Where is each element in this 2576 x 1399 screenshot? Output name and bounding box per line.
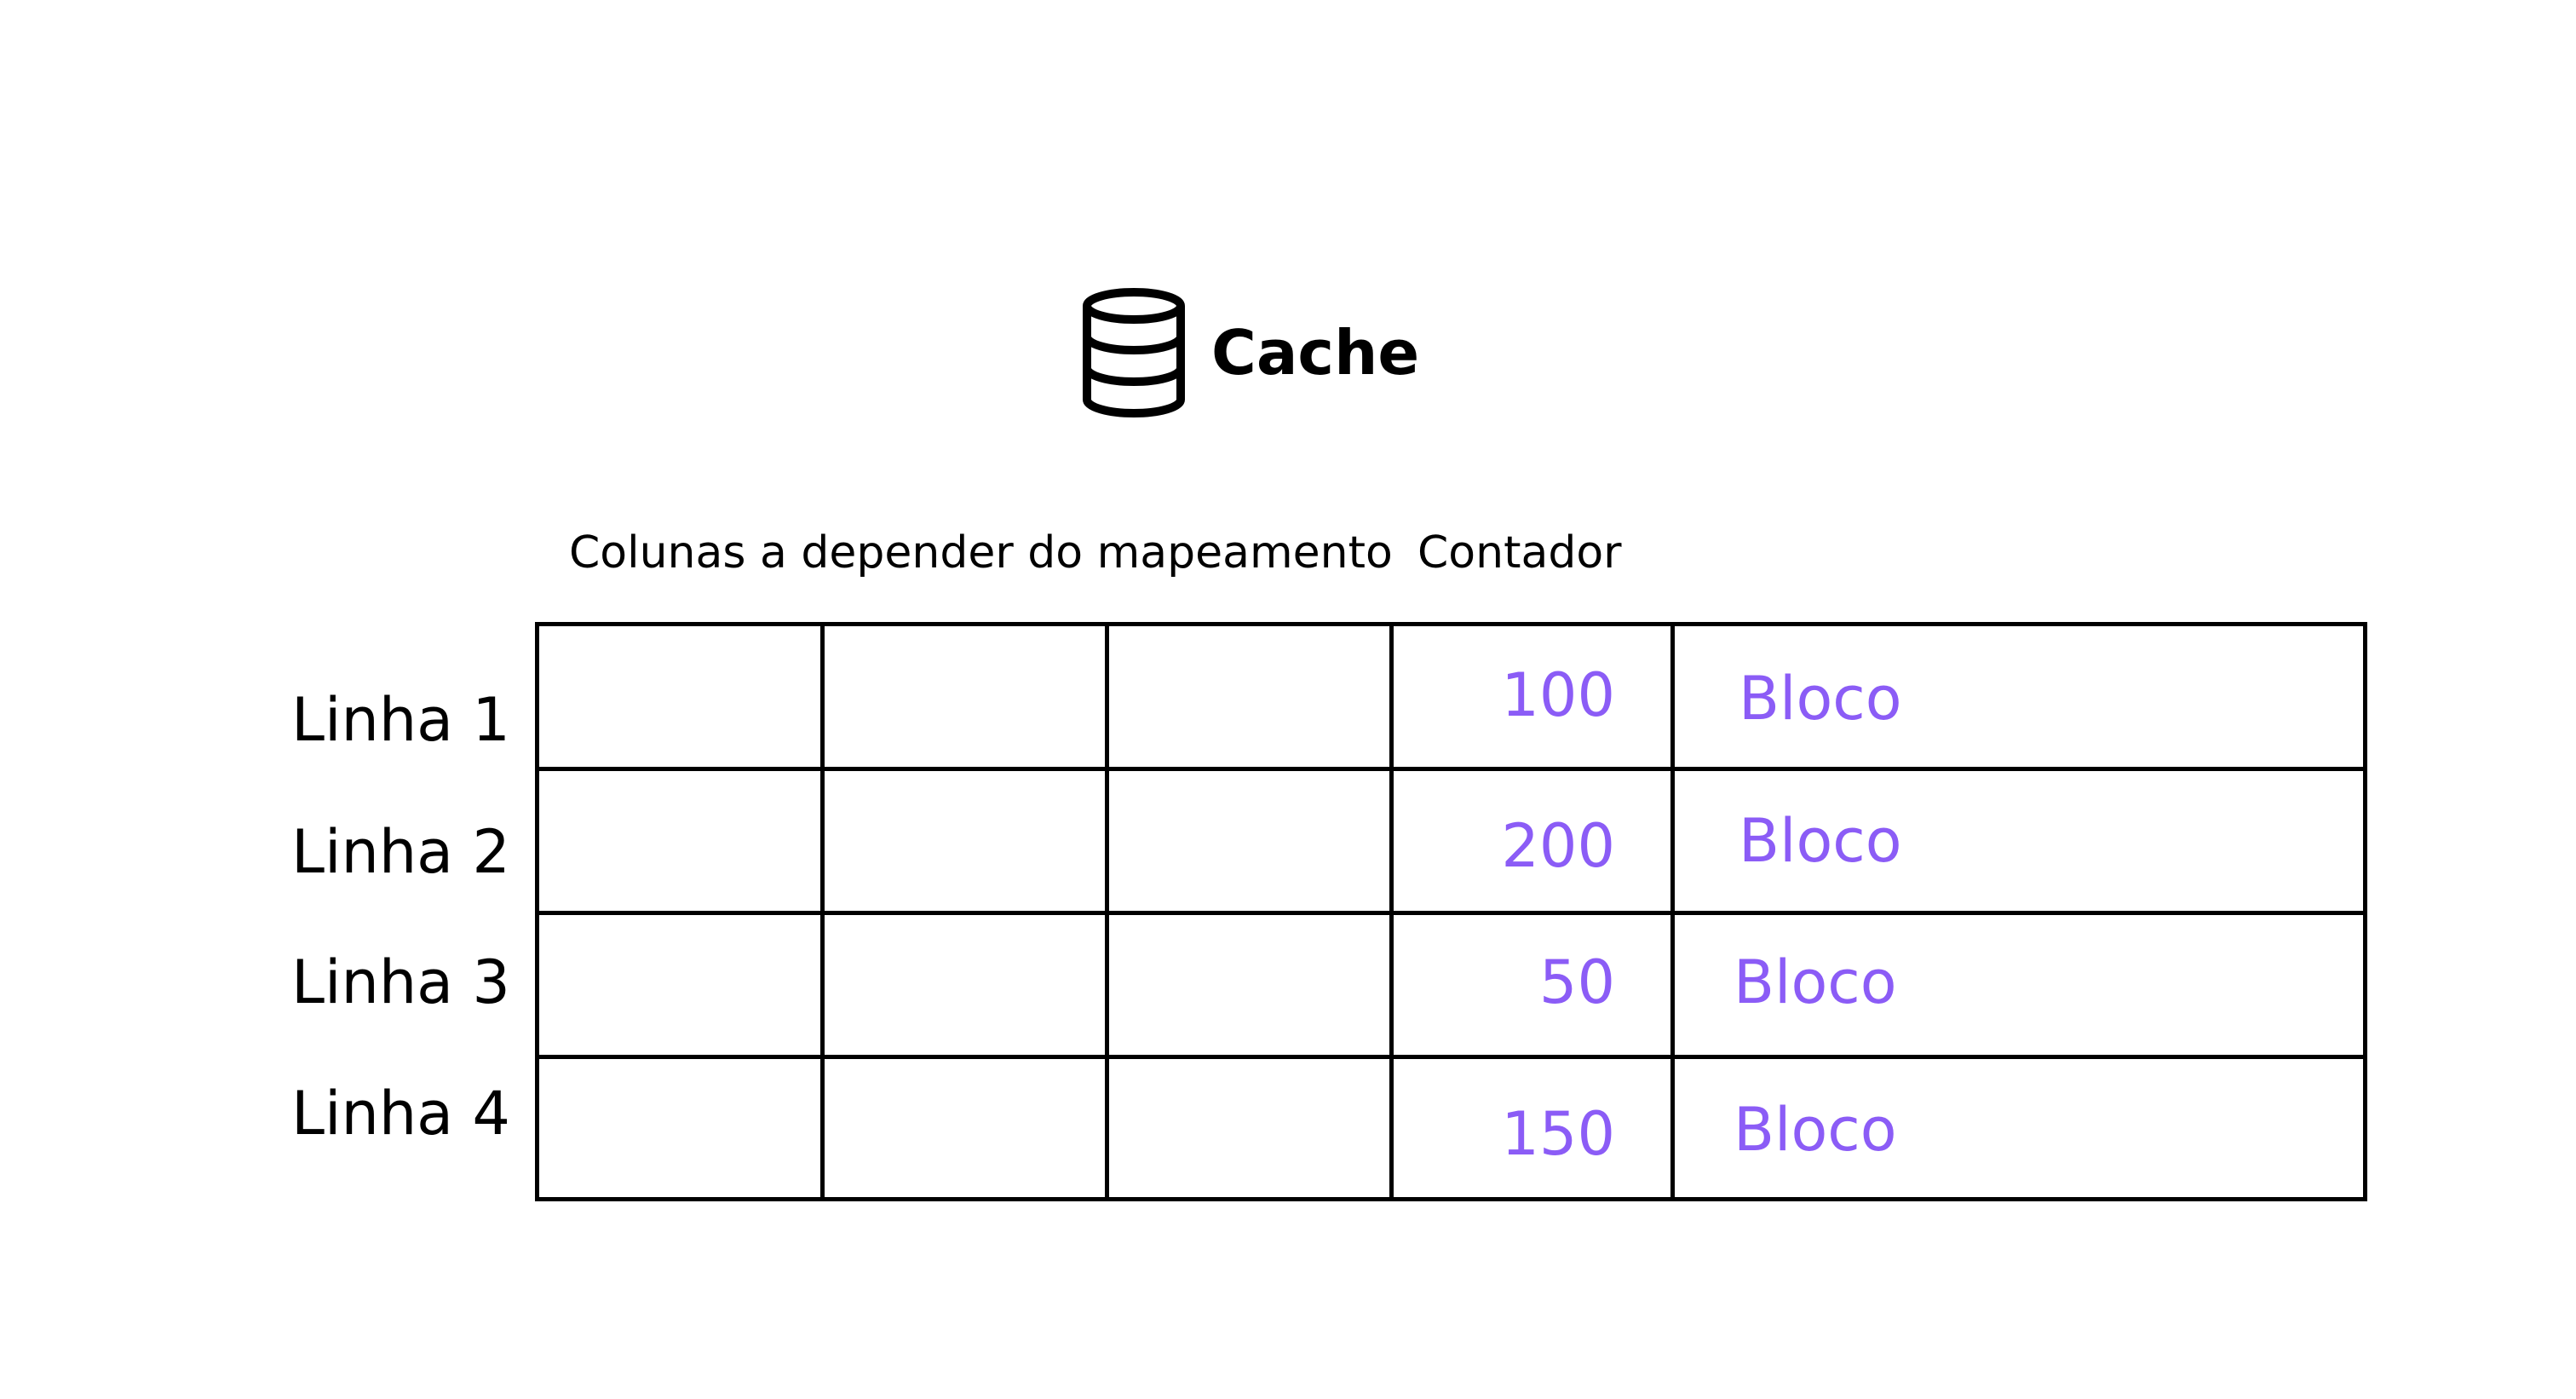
counter-value-row-1: 100	[1501, 660, 1615, 730]
row-label-2: Linha 2	[291, 817, 510, 887]
row-label-4: Linha 4	[291, 1079, 510, 1149]
row-divider	[539, 911, 2363, 915]
counter-value-row-3: 50	[1538, 947, 1615, 1017]
row-label-3: Linha 3	[291, 947, 510, 1017]
row-divider	[539, 767, 2363, 771]
block-value-row-1: Bloco	[1739, 664, 1902, 734]
mapping-columns-header: Colunas a depender do mapeamento	[569, 527, 1393, 579]
database-icon	[1080, 287, 1187, 418]
block-value-row-2: Bloco	[1739, 806, 1902, 876]
counter-value-row-4: 150	[1501, 1099, 1615, 1169]
row-label-1: Linha 1	[291, 685, 510, 755]
block-value-row-3: Bloco	[1734, 947, 1897, 1017]
cache-title-block	[1080, 285, 1419, 421]
cache-table	[535, 622, 2367, 1201]
row-divider	[539, 1055, 2363, 1059]
counter-value-row-2: 200	[1501, 811, 1615, 881]
block-value-row-4: Bloco	[1734, 1095, 1897, 1165]
page-title: Cache	[1211, 317, 1420, 389]
counter-header: Contador	[1417, 527, 1622, 579]
